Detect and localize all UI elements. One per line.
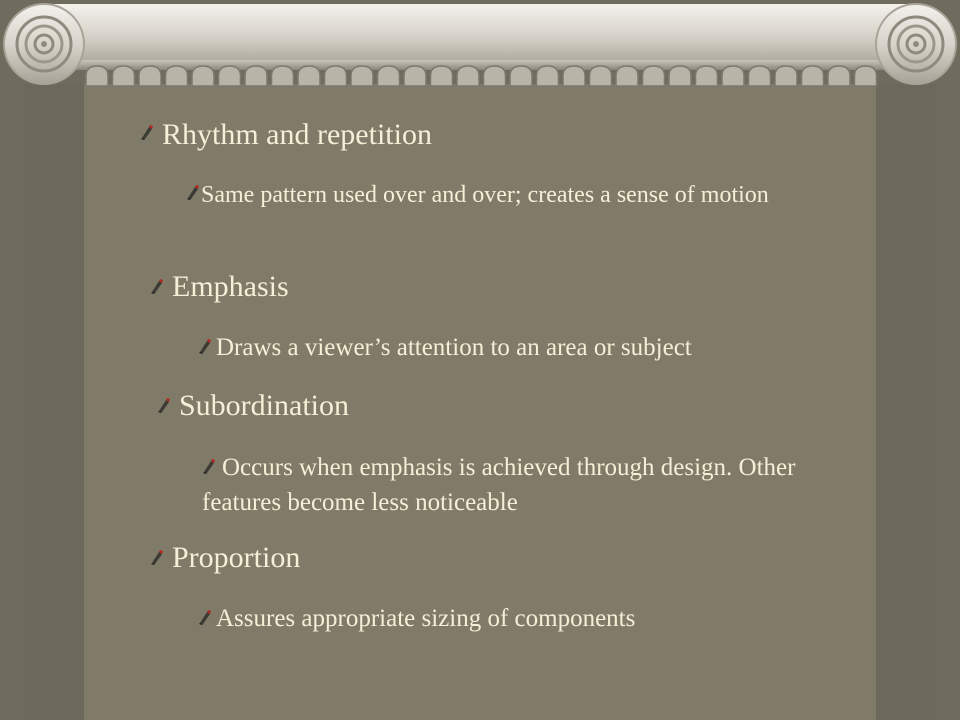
bullet-icon [150, 549, 164, 565]
heading-text: Rhythm and repetition [162, 118, 432, 151]
detail-text: Assures appropriate sizing of components [216, 605, 636, 632]
heading-text: Subordination [179, 389, 349, 422]
egg-ornament [166, 66, 188, 86]
detail-subordination [202, 450, 802, 520]
egg-ornament [802, 66, 824, 86]
egg-ornament [722, 66, 744, 86]
right-scroll-ornament [876, 4, 956, 84]
egg-ornament [590, 66, 612, 86]
egg-ornament [192, 66, 214, 86]
detail-proportion [198, 601, 818, 636]
heading-proportion [150, 541, 300, 575]
bullet-icon [202, 458, 216, 474]
egg-ornament [537, 66, 559, 86]
egg-ornament [669, 66, 691, 86]
egg-ornament [616, 66, 638, 86]
egg-ornament [696, 66, 718, 86]
egg-ornament [855, 66, 877, 86]
egg-ornament [378, 66, 400, 86]
bullet-icon [140, 124, 154, 140]
detail-emphasis [198, 330, 858, 365]
egg-ornament [404, 66, 426, 86]
egg-ornament [325, 66, 347, 86]
bullet-icon [198, 338, 212, 354]
egg-ornament [113, 66, 135, 86]
heading-emphasis [150, 270, 289, 304]
bullet-icon [150, 278, 164, 294]
detail-rhythm [186, 177, 846, 213]
egg-ornament [643, 66, 665, 86]
egg-ornament [563, 66, 585, 86]
egg-ornament [484, 66, 506, 86]
left-scroll-ornament [4, 4, 84, 84]
bullet-icon [186, 184, 200, 200]
egg-ornament [431, 66, 453, 86]
heading-text: Proportion [172, 541, 301, 574]
egg-ornament [86, 66, 108, 86]
heading-rhythm [140, 118, 432, 152]
heading-subordination [157, 389, 349, 423]
egg-ornament [139, 66, 161, 86]
egg-ornament [272, 66, 294, 86]
detail-text: Occurs when emphasis is achieved through design. Other features become less noticeable [202, 454, 796, 516]
egg-ornament [749, 66, 771, 86]
egg-ornament [828, 66, 850, 86]
detail-text: Same pattern used over and over; creates a sense of motion [201, 182, 769, 208]
egg-ornament [245, 66, 267, 86]
egg-ornament [775, 66, 797, 86]
egg-ornament [219, 66, 241, 86]
bullet-icon [157, 397, 171, 413]
bullet-icon [198, 609, 212, 625]
egg-ornament [510, 66, 532, 86]
detail-text: Draws a viewer’s attention to an area or subject [216, 334, 692, 361]
heading-text: Emphasis [172, 270, 289, 303]
egg-ornament [457, 66, 479, 86]
egg-ornament [298, 66, 320, 86]
egg-ornament [351, 66, 373, 86]
